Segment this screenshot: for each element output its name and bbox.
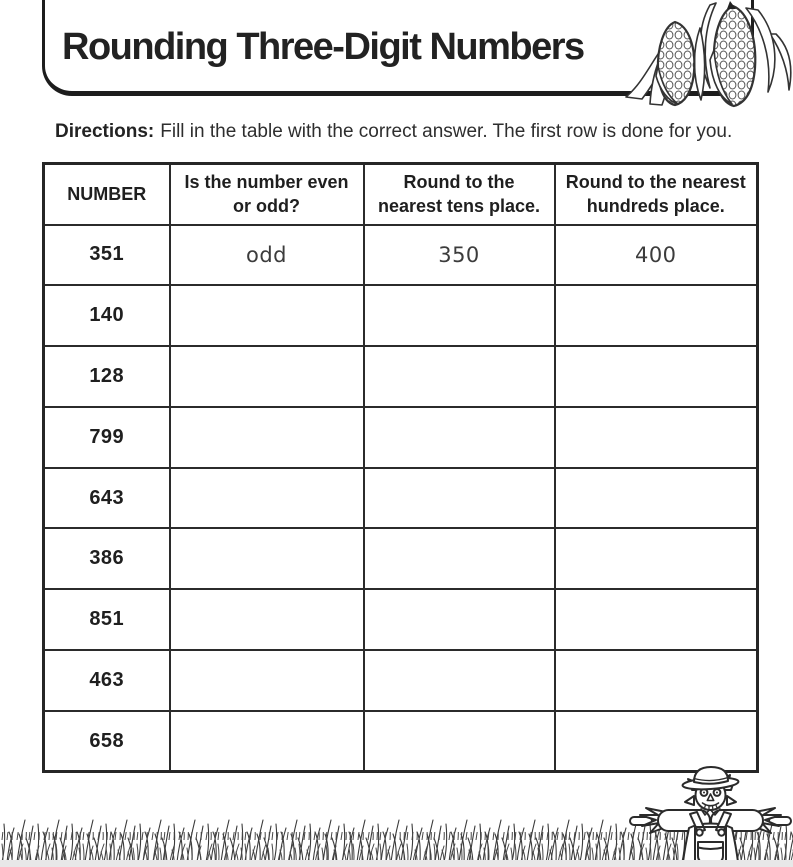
number-cell: 128 (44, 346, 170, 407)
even-odd-answer-cell (170, 468, 364, 529)
page-title: Rounding Three-Digit Numbers (62, 26, 584, 68)
even-odd-answer-cell (170, 407, 364, 468)
table-row (44, 468, 758, 529)
hundreds-answer-cell (555, 285, 758, 346)
even-odd-answer-cell (170, 528, 364, 589)
page-edge-strip (0, 860, 793, 867)
number-cell: 851 (44, 589, 170, 650)
table-row (44, 589, 758, 650)
table-row (44, 346, 758, 407)
directions-label: Directions: (55, 121, 155, 142)
column-header-round-tens: Round to the nearest tens place. (364, 164, 555, 225)
hundreds-answer-cell (555, 528, 758, 589)
tens-answer-cell (364, 650, 555, 711)
table-header-row (44, 164, 758, 225)
hundreds-answer-cell (555, 468, 758, 529)
even-odd-answer-cell (170, 346, 364, 407)
corn-cobs-icon (620, 0, 793, 110)
tens-answer-cell (364, 285, 555, 346)
column-header-round-hundreds: Round to the nearest hundreds place. (555, 164, 758, 225)
even-odd-answer-cell (170, 711, 364, 772)
table-row (44, 711, 758, 772)
directions-text: Fill in the table with the correct answer. The first row is done for you. (160, 121, 733, 142)
number-cell: 643 (44, 468, 170, 529)
number-cell: 463 (44, 650, 170, 711)
table-row (44, 650, 758, 711)
hundreds-answer-cell (555, 407, 758, 468)
hundreds-answer-cell (555, 346, 758, 407)
tens-answer-cell (364, 711, 555, 772)
hundreds-answer-cell (555, 589, 758, 650)
directions (55, 121, 732, 143)
tens-answer-cell (364, 468, 555, 529)
number-cell: 140 (44, 285, 170, 346)
even-odd-answer-cell (170, 589, 364, 650)
hundreds-answer-cell (555, 650, 758, 711)
column-header-even-odd: Is the number even or odd? (170, 164, 364, 225)
tens-answer-cell (364, 346, 555, 407)
even-odd-answer-cell (170, 650, 364, 711)
table-row (44, 528, 758, 589)
worksheet-table (42, 162, 759, 773)
tens-answer-cell (364, 528, 555, 589)
hundreds-answer-cell (555, 711, 758, 772)
column-header-number: NUMBER (44, 164, 170, 225)
number-cell: 351 (44, 225, 170, 286)
scarecrow-icon (628, 765, 793, 862)
even-odd-answer-cell: odd (170, 225, 364, 286)
even-odd-answer-cell (170, 285, 364, 346)
tens-answer-cell (364, 589, 555, 650)
table-row (44, 407, 758, 468)
hundreds-answer-cell: 400 (555, 225, 758, 286)
number-cell: 658 (44, 711, 170, 772)
table-row (44, 225, 758, 286)
number-cell: 386 (44, 528, 170, 589)
tens-answer-cell (364, 407, 555, 468)
tens-answer-cell: 350 (364, 225, 555, 286)
table-row (44, 285, 758, 346)
number-cell: 799 (44, 407, 170, 468)
